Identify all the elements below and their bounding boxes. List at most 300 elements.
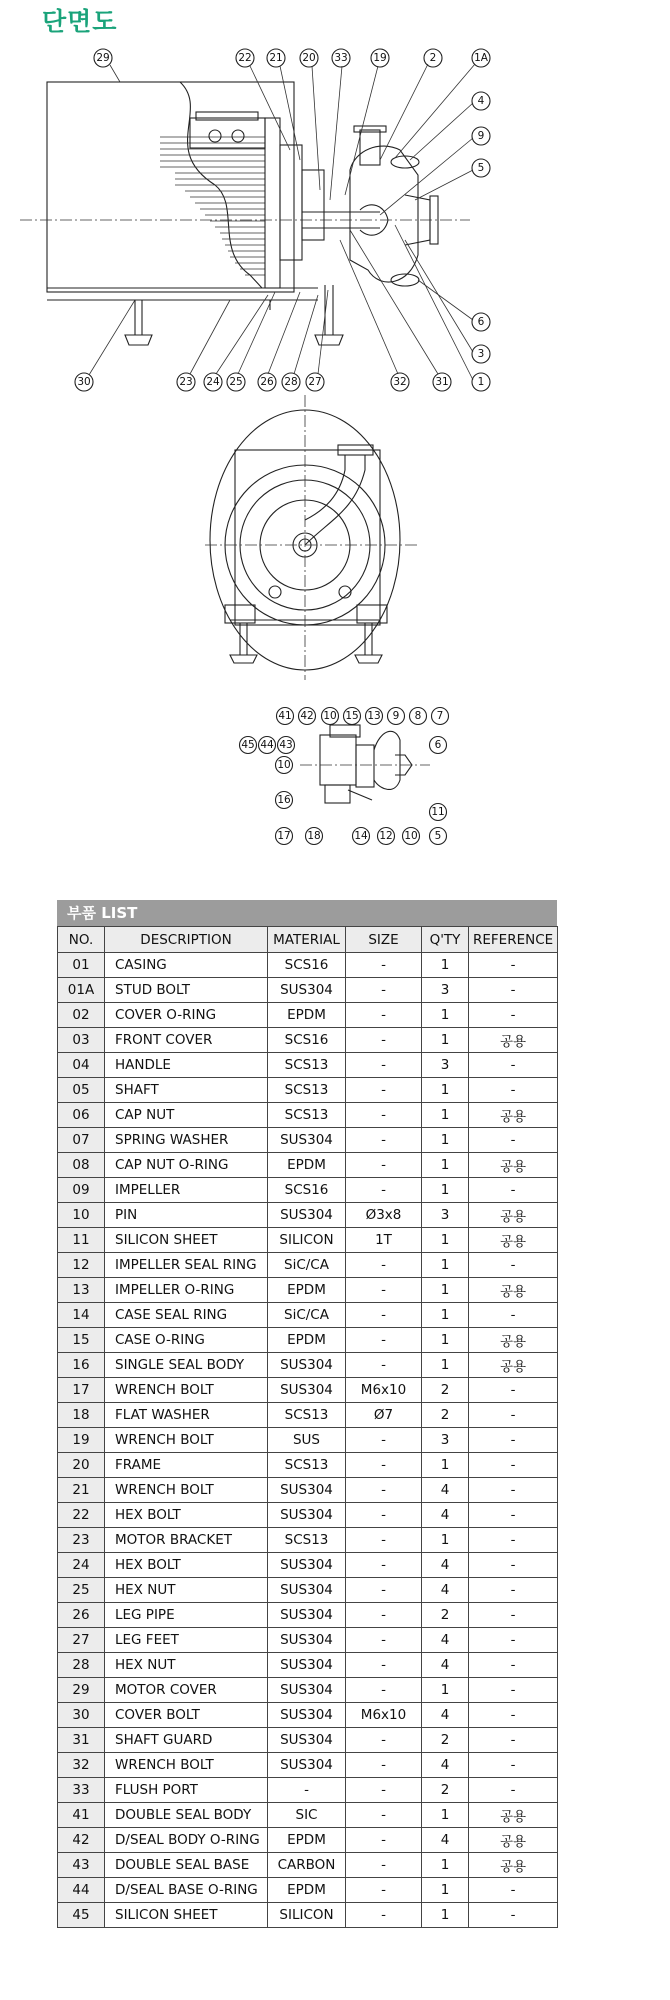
- part-description: DOUBLE SEAL BASE: [105, 1853, 268, 1878]
- table-row: [58, 1853, 558, 1878]
- part-number: 21: [58, 1478, 105, 1503]
- part-quantity: 1: [422, 1303, 469, 1328]
- table-row: [58, 1403, 558, 1428]
- table-row: [58, 978, 558, 1003]
- part-quantity: 4: [422, 1628, 469, 1653]
- part-size: -: [346, 1428, 422, 1453]
- table-row: [58, 1653, 558, 1678]
- part-material: SUS304: [268, 1628, 346, 1653]
- callout: [403, 828, 420, 845]
- part-material: SCS16: [268, 1178, 346, 1203]
- part-description: FLAT WASHER: [105, 1403, 268, 1428]
- svg-text:43: 43: [279, 739, 293, 751]
- part-material: SiC/CA: [268, 1253, 346, 1278]
- svg-text:5: 5: [477, 162, 485, 174]
- svg-text:11: 11: [431, 806, 445, 818]
- callout: [472, 313, 490, 331]
- table-row: [58, 1103, 558, 1128]
- part-size: -: [346, 1028, 422, 1053]
- part-number: 10: [58, 1203, 105, 1228]
- part-description: WRENCH BOLT: [105, 1753, 268, 1778]
- part-description: MOTOR COVER: [105, 1678, 268, 1703]
- callout: [236, 49, 254, 67]
- part-number: 01: [58, 953, 105, 978]
- parts-table-body: [58, 953, 558, 1928]
- part-reference: -: [469, 978, 558, 1003]
- part-material: SILICON: [268, 1903, 346, 1928]
- parts-table: [57, 926, 558, 1928]
- part-description: SILICON SHEET: [105, 1228, 268, 1253]
- callout: [353, 828, 370, 845]
- callout: [306, 828, 323, 845]
- part-reference: -: [469, 1728, 558, 1753]
- callout: [433, 373, 451, 391]
- svg-text:16: 16: [277, 794, 291, 806]
- part-size: -: [346, 1253, 422, 1278]
- part-material: SUS304: [268, 1378, 346, 1403]
- callout: [277, 708, 294, 725]
- part-material: SUS304: [268, 1503, 346, 1528]
- part-material: SUS304: [268, 1603, 346, 1628]
- svg-text:32: 32: [393, 376, 407, 388]
- part-description: HEX NUT: [105, 1653, 268, 1678]
- part-quantity: 1: [422, 1153, 469, 1178]
- part-number: 41: [58, 1803, 105, 1828]
- svg-text:6: 6: [434, 739, 442, 751]
- part-quantity: 3: [422, 1053, 469, 1078]
- callout: [388, 708, 405, 725]
- callout: [322, 708, 339, 725]
- part-number: 18: [58, 1403, 105, 1428]
- part-description: HEX NUT: [105, 1578, 268, 1603]
- callout: [204, 373, 222, 391]
- part-size: -: [346, 1303, 422, 1328]
- table-row: [58, 1528, 558, 1553]
- part-number: 29: [58, 1678, 105, 1703]
- col-header: REFERENCE: [469, 927, 558, 953]
- part-quantity: 1: [422, 1903, 469, 1928]
- part-quantity: 1: [422, 1328, 469, 1353]
- part-description: COVER BOLT: [105, 1703, 268, 1728]
- part-size: -: [346, 1628, 422, 1653]
- part-quantity: 2: [422, 1778, 469, 1803]
- part-number: 02: [58, 1003, 105, 1028]
- callout: [378, 828, 395, 845]
- part-size: Ø7: [346, 1403, 422, 1428]
- part-number: 30: [58, 1703, 105, 1728]
- table-row: [58, 1078, 558, 1103]
- callout: [306, 373, 324, 391]
- part-quantity: 4: [422, 1753, 469, 1778]
- part-number: 31: [58, 1728, 105, 1753]
- part-material: EPDM: [268, 1828, 346, 1853]
- table-row: [58, 1503, 558, 1528]
- part-reference: -: [469, 1653, 558, 1678]
- part-size: -: [346, 1778, 422, 1803]
- svg-text:15: 15: [345, 710, 359, 722]
- parts-list: [57, 900, 557, 1928]
- part-size: -: [346, 1053, 422, 1078]
- part-material: CARBON: [268, 1853, 346, 1878]
- part-quantity: 4: [422, 1553, 469, 1578]
- part-material: SUS: [268, 1428, 346, 1453]
- part-material: SIC: [268, 1803, 346, 1828]
- part-reference: -: [469, 1303, 558, 1328]
- part-reference: -: [469, 1053, 558, 1078]
- callout: [472, 345, 490, 363]
- callout: [430, 828, 447, 845]
- svg-text:5: 5: [434, 830, 442, 842]
- part-reference: -: [469, 1428, 558, 1453]
- part-size: -: [346, 1353, 422, 1378]
- part-material: SUS304: [268, 1353, 346, 1378]
- callout: [430, 804, 447, 821]
- part-number: 19: [58, 1428, 105, 1453]
- svg-text:8: 8: [414, 710, 422, 722]
- table-row: [58, 1703, 558, 1728]
- part-size: -: [346, 1278, 422, 1303]
- svg-text:7: 7: [436, 710, 444, 722]
- part-reference: -: [469, 1178, 558, 1203]
- callout: [472, 127, 490, 145]
- svg-text:1A: 1A: [474, 52, 488, 64]
- part-number: 04: [58, 1053, 105, 1078]
- table-row: [58, 1328, 558, 1353]
- part-description: COVER O-RING: [105, 1003, 268, 1028]
- part-number: 20: [58, 1453, 105, 1478]
- part-number: 01A: [58, 978, 105, 1003]
- part-reference: -: [469, 1378, 558, 1403]
- part-number: 03: [58, 1028, 105, 1053]
- part-description: PIN: [105, 1203, 268, 1228]
- part-quantity: 3: [422, 1203, 469, 1228]
- svg-text:45: 45: [241, 739, 255, 751]
- part-reference: -: [469, 1878, 558, 1903]
- part-description: STUD BOLT: [105, 978, 268, 1003]
- part-quantity: 1: [422, 1103, 469, 1128]
- part-reference: 공용: [469, 1853, 558, 1878]
- part-reference: 공용: [469, 1803, 558, 1828]
- part-quantity: 1: [422, 1028, 469, 1053]
- svg-text:1: 1: [477, 376, 485, 388]
- part-reference: -: [469, 1778, 558, 1803]
- svg-text:20: 20: [302, 52, 316, 64]
- col-header: MATERIAL: [268, 927, 346, 953]
- part-number: 28: [58, 1653, 105, 1678]
- part-size: Ø3x8: [346, 1203, 422, 1228]
- svg-text:19: 19: [373, 52, 387, 64]
- part-quantity: 4: [422, 1478, 469, 1503]
- svg-text:10: 10: [404, 830, 418, 842]
- part-description: HEX BOLT: [105, 1503, 268, 1528]
- table-row: [58, 1128, 558, 1153]
- part-size: -: [346, 1103, 422, 1128]
- part-description: HANDLE: [105, 1053, 268, 1078]
- part-material: EPDM: [268, 1878, 346, 1903]
- part-number: 08: [58, 1153, 105, 1178]
- part-size: -: [346, 1478, 422, 1503]
- part-size: -: [346, 1153, 422, 1178]
- part-quantity: 1: [422, 1253, 469, 1278]
- part-material: SUS304: [268, 1578, 346, 1603]
- part-material: SCS13: [268, 1103, 346, 1128]
- callout: [227, 373, 245, 391]
- callout: [430, 737, 447, 754]
- part-size: -: [346, 1328, 422, 1353]
- part-number: 06: [58, 1103, 105, 1128]
- callout: [472, 92, 490, 110]
- part-quantity: 4: [422, 1503, 469, 1528]
- svg-text:4: 4: [477, 95, 485, 107]
- svg-text:14: 14: [354, 830, 368, 842]
- table-row: [58, 1278, 558, 1303]
- part-material: SUS304: [268, 1678, 346, 1703]
- table-row: [58, 1178, 558, 1203]
- part-material: EPDM: [268, 1328, 346, 1353]
- part-number: 09: [58, 1178, 105, 1203]
- svg-text:10: 10: [323, 710, 337, 722]
- part-quantity: 4: [422, 1828, 469, 1853]
- part-reference: -: [469, 1678, 558, 1703]
- part-number: 32: [58, 1753, 105, 1778]
- svg-text:22: 22: [238, 52, 252, 64]
- callout: [371, 49, 389, 67]
- part-number: 43: [58, 1853, 105, 1878]
- part-material: SUS304: [268, 978, 346, 1003]
- part-number: 12: [58, 1253, 105, 1278]
- table-row: [58, 1903, 558, 1928]
- part-reference: 공용: [469, 1203, 558, 1228]
- part-reference: -: [469, 1253, 558, 1278]
- part-size: -: [346, 1528, 422, 1553]
- part-size: -: [346, 1453, 422, 1478]
- part-reference: -: [469, 953, 558, 978]
- part-quantity: 3: [422, 1428, 469, 1453]
- part-reference: -: [469, 1603, 558, 1628]
- callout: [332, 49, 350, 67]
- part-material: SUS304: [268, 1553, 346, 1578]
- page-title: 단면도: [42, 7, 118, 36]
- table-row: [58, 1028, 558, 1053]
- part-size: -: [346, 1653, 422, 1678]
- svg-text:21: 21: [269, 52, 283, 64]
- part-material: SUS304: [268, 1478, 346, 1503]
- part-material: SCS13: [268, 1078, 346, 1103]
- part-description: SINGLE SEAL BODY: [105, 1353, 268, 1378]
- part-material: SCS16: [268, 953, 346, 978]
- part-size: -: [346, 1553, 422, 1578]
- part-description: WRENCH BOLT: [105, 1378, 268, 1403]
- callout: [258, 373, 276, 391]
- part-description: DOUBLE SEAL BODY: [105, 1803, 268, 1828]
- callout: [432, 708, 449, 725]
- callout: [410, 708, 427, 725]
- callout: [276, 792, 293, 809]
- callout: [472, 373, 490, 391]
- part-size: -: [346, 1578, 422, 1603]
- part-description: CAP NUT: [105, 1103, 268, 1128]
- table-row: [58, 1828, 558, 1853]
- part-size: -: [346, 1003, 422, 1028]
- svg-text:44: 44: [260, 739, 274, 751]
- part-size: -: [346, 1678, 422, 1703]
- callout: [94, 49, 112, 67]
- table-row: [58, 1453, 558, 1478]
- part-description: IMPELLER O-RING: [105, 1278, 268, 1303]
- svg-text:28: 28: [284, 376, 298, 388]
- part-description: FLUSH PORT: [105, 1778, 268, 1803]
- part-description: WRENCH BOLT: [105, 1478, 268, 1503]
- part-material: EPDM: [268, 1153, 346, 1178]
- part-description: SHAFT: [105, 1078, 268, 1103]
- part-material: SUS304: [268, 1728, 346, 1753]
- part-number: 22: [58, 1503, 105, 1528]
- part-quantity: 1: [422, 1178, 469, 1203]
- part-reference: -: [469, 1553, 558, 1578]
- part-reference: -: [469, 1903, 558, 1928]
- part-number: 13: [58, 1278, 105, 1303]
- part-size: -: [346, 1178, 422, 1203]
- part-material: SUS304: [268, 1128, 346, 1153]
- part-number: 14: [58, 1303, 105, 1328]
- part-description: LEG FEET: [105, 1628, 268, 1653]
- part-number: 15: [58, 1328, 105, 1353]
- part-reference: -: [469, 1578, 558, 1603]
- part-number: 16: [58, 1353, 105, 1378]
- col-header: NO.: [58, 927, 105, 953]
- part-size: -: [346, 953, 422, 978]
- part-reference: -: [469, 1078, 558, 1103]
- part-number: 24: [58, 1553, 105, 1578]
- part-size: 1T: [346, 1228, 422, 1253]
- part-description: CAP NUT O-RING: [105, 1153, 268, 1178]
- part-reference: -: [469, 1628, 558, 1653]
- svg-text:30: 30: [77, 376, 91, 388]
- part-material: SCS13: [268, 1528, 346, 1553]
- part-size: -: [346, 1603, 422, 1628]
- table-row: [58, 1303, 558, 1328]
- part-reference: -: [469, 1503, 558, 1528]
- callout: [177, 373, 195, 391]
- table-row: [58, 1603, 558, 1628]
- table-row: [58, 1728, 558, 1753]
- table-row: [58, 1778, 558, 1803]
- part-quantity: 3: [422, 978, 469, 1003]
- part-size: M6x10: [346, 1703, 422, 1728]
- part-quantity: 1: [422, 1353, 469, 1378]
- svg-text:10: 10: [277, 759, 291, 771]
- part-description: FRAME: [105, 1453, 268, 1478]
- callout: [276, 757, 293, 774]
- part-number: 05: [58, 1078, 105, 1103]
- part-reference: -: [469, 1003, 558, 1028]
- part-description: D/SEAL BODY O-RING: [105, 1828, 268, 1853]
- part-material: EPDM: [268, 1278, 346, 1303]
- table-row: [58, 1053, 558, 1078]
- svg-text:13: 13: [367, 710, 381, 722]
- part-quantity: 1: [422, 1678, 469, 1703]
- part-reference: -: [469, 1403, 558, 1428]
- part-number: 17: [58, 1378, 105, 1403]
- svg-text:6: 6: [477, 316, 485, 328]
- part-description: MOTOR BRACKET: [105, 1528, 268, 1553]
- part-material: EPDM: [268, 1003, 346, 1028]
- part-reference: -: [469, 1478, 558, 1503]
- part-quantity: 1: [422, 1003, 469, 1028]
- part-size: -: [346, 1128, 422, 1153]
- part-size: -: [346, 1728, 422, 1753]
- svg-text:9: 9: [477, 130, 485, 142]
- part-quantity: 1: [422, 1078, 469, 1103]
- part-number: 42: [58, 1828, 105, 1853]
- part-size: -: [346, 1803, 422, 1828]
- part-number: 33: [58, 1778, 105, 1803]
- callout: [344, 708, 361, 725]
- part-quantity: 1: [422, 1853, 469, 1878]
- callout: [75, 373, 93, 391]
- part-quantity: 1: [422, 1528, 469, 1553]
- cross-section-drawing: [0, 0, 670, 880]
- svg-text:27: 27: [308, 376, 322, 388]
- callout: [299, 708, 316, 725]
- table-row: [58, 1353, 558, 1378]
- part-reference: 공용: [469, 1328, 558, 1353]
- part-number: 23: [58, 1528, 105, 1553]
- part-quantity: 4: [422, 1653, 469, 1678]
- part-description: D/SEAL BASE O-RING: [105, 1878, 268, 1903]
- svg-text:2: 2: [429, 52, 437, 64]
- part-size: -: [346, 1503, 422, 1528]
- table-row: [58, 1228, 558, 1253]
- callout: [278, 737, 295, 754]
- svg-text:31: 31: [435, 376, 449, 388]
- svg-text:29: 29: [96, 52, 110, 64]
- part-number: 11: [58, 1228, 105, 1253]
- part-reference: 공용: [469, 1353, 558, 1378]
- callout: [240, 737, 257, 754]
- part-quantity: 1: [422, 1803, 469, 1828]
- table-row: [58, 1753, 558, 1778]
- part-quantity: 2: [422, 1728, 469, 1753]
- callout: [424, 49, 442, 67]
- table-header-row: [58, 927, 558, 953]
- part-reference: 공용: [469, 1028, 558, 1053]
- part-description: IMPELLER SEAL RING: [105, 1253, 268, 1278]
- part-size: -: [346, 978, 422, 1003]
- table-row: [58, 1003, 558, 1028]
- col-header: DESCRIPTION: [105, 927, 268, 953]
- part-quantity: 2: [422, 1403, 469, 1428]
- part-description: IMPELLER: [105, 1178, 268, 1203]
- table-row: [58, 1253, 558, 1278]
- part-material: -: [268, 1778, 346, 1803]
- part-reference: -: [469, 1453, 558, 1478]
- table-row: [58, 1878, 558, 1903]
- part-description: WRENCH BOLT: [105, 1428, 268, 1453]
- svg-text:25: 25: [229, 376, 243, 388]
- part-material: SCS13: [268, 1053, 346, 1078]
- part-material: SUS304: [268, 1703, 346, 1728]
- callout: [282, 373, 300, 391]
- table-row: [58, 1378, 558, 1403]
- part-size: -: [346, 1878, 422, 1903]
- front-view: [205, 395, 420, 680]
- table-row: [58, 1578, 558, 1603]
- table-row: [58, 1428, 558, 1453]
- part-description: FRONT COVER: [105, 1028, 268, 1053]
- part-quantity: 2: [422, 1378, 469, 1403]
- part-number: 26: [58, 1603, 105, 1628]
